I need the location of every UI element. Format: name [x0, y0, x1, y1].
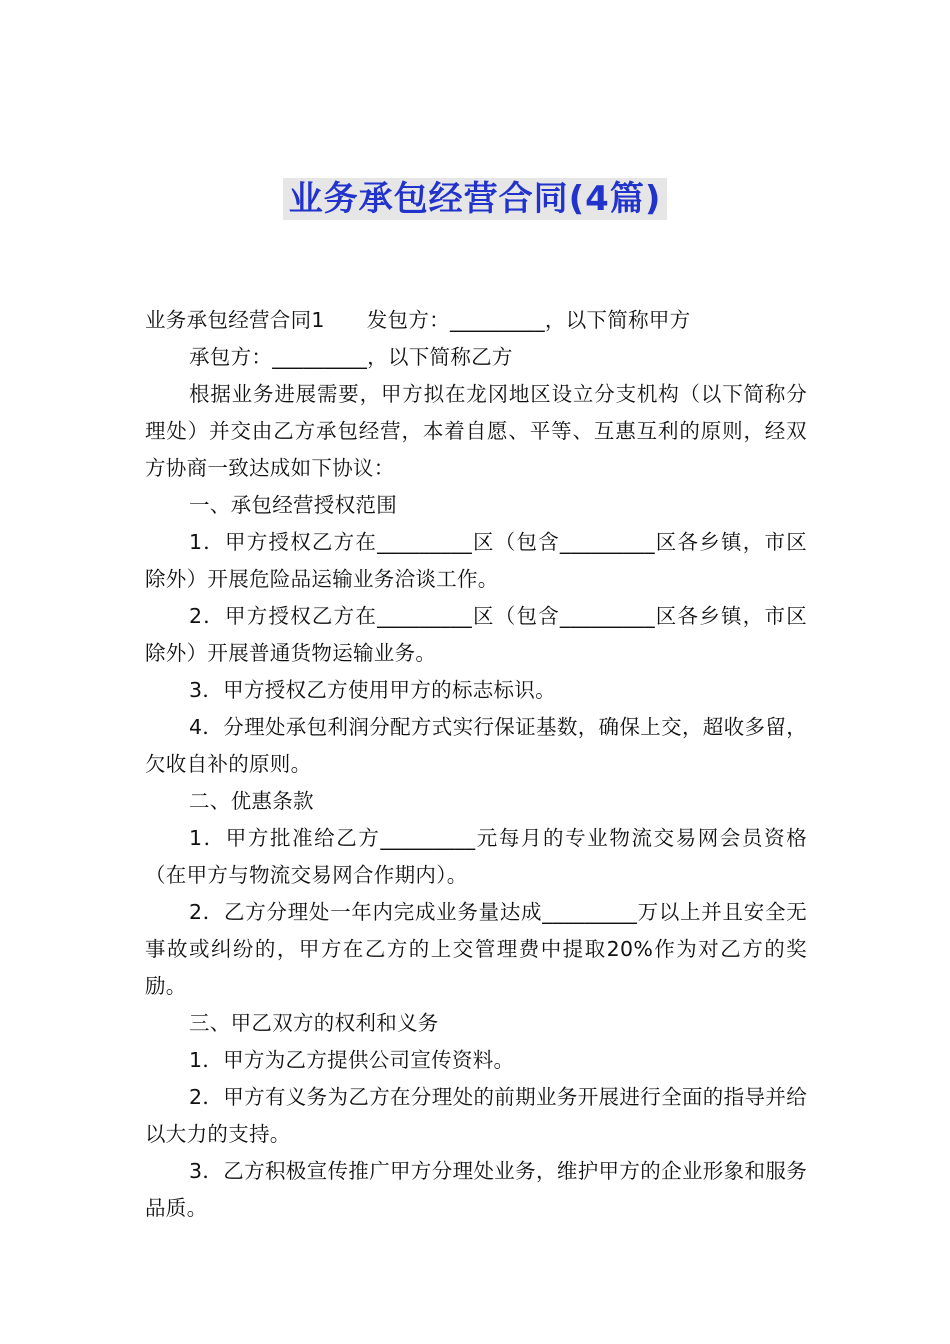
paragraph: 根据业务进展需要，甲方拟在龙冈地区设立分支机构（以下简称分理处）并交由乙方承包经营，本着自愿、平等、互惠互利的原则，经双方协商一致达成如下协议：: [145, 382, 807, 480]
issuer-line: 发包方：_________，以下简称甲方: [366, 308, 691, 332]
paragraph: 3．乙方积极宣传推广甲方分理处业务，维护甲方的企业形象和服务品质。: [145, 1159, 807, 1220]
first-line: [145, 302, 807, 339]
paragraph: 1．甲方为乙方提供公司宣传资料。: [189, 1048, 515, 1072]
contract-number-label: 业务承包经营合同1: [145, 308, 325, 332]
section-heading: 一、承包经营授权范围: [189, 493, 397, 517]
paragraph: 3．甲方授权乙方使用甲方的标志标识。: [189, 678, 556, 702]
paragraph: 承包方：_________，以下简称乙方: [189, 345, 513, 369]
paragraph: 1．甲方授权乙方在_________区（包含_________区各乡镇，市区除外）开展危险品运输业务洽谈工作。: [145, 530, 807, 591]
paragraph: 1．甲方批准给乙方_________元每月的专业物流交易网会员资格（在甲方与物流交易网合作期内）。: [145, 826, 807, 887]
paragraph: 2．甲方授权乙方在_________区（包含_________区各乡镇，市区除外）开展普通货物运输业务。: [145, 604, 807, 665]
section-heading: 二、优惠条款: [189, 789, 314, 813]
paragraph: 2．乙方分理处一年内完成业务量达成_________万以上并且安全无事故或纠纷的，甲方在乙方的上交管理费中提取20%作为对乙方的奖励。: [145, 900, 807, 998]
document-title: 业务承包经营合同(4篇): [283, 178, 668, 220]
section-heading: 三、甲乙双方的权利和义务: [189, 1011, 439, 1035]
title-area: [0, 178, 950, 220]
paragraph: 2．甲方有义务为乙方在分理处的前期业务开展进行全面的指导并给以大力的支持。: [145, 1085, 807, 1146]
document-body: [145, 302, 807, 1227]
paragraph: 4．分理处承包利润分配方式实行保证基数，确保上交，超收多留，欠收自补的原则。: [145, 715, 807, 776]
